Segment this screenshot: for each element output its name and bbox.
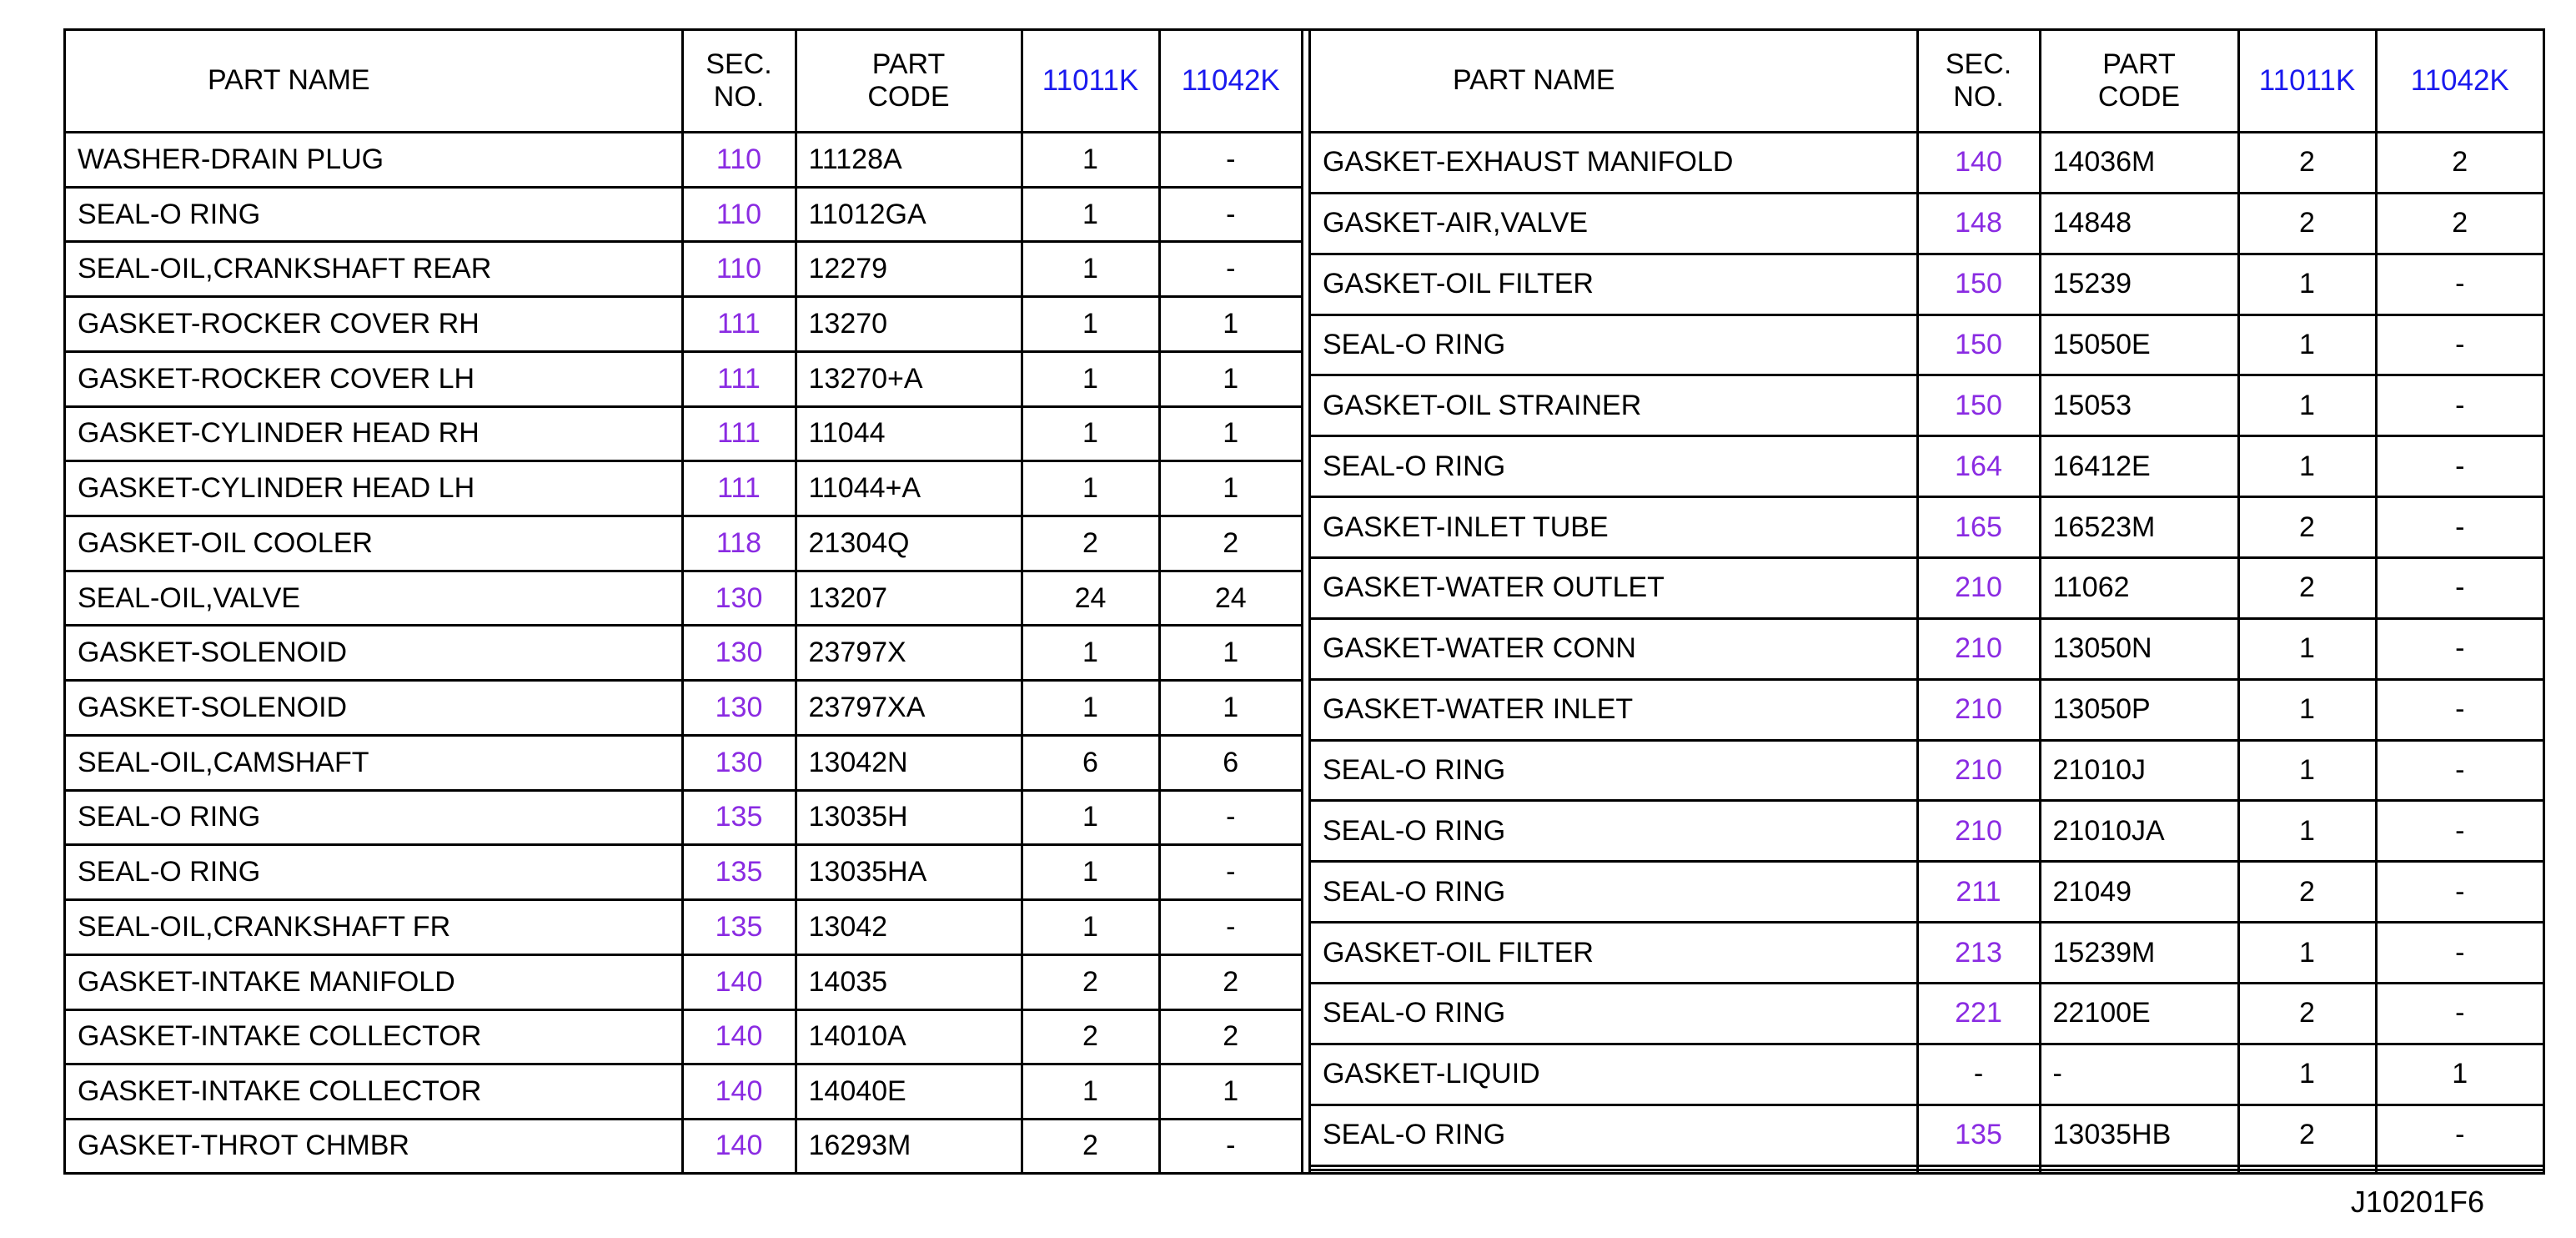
- part-name-cell: [1311, 1170, 1917, 1172]
- table-row: [66, 406, 1301, 461]
- qty-11042k-cell: -: [2376, 984, 2543, 1044]
- table-row: [1311, 133, 2543, 194]
- qty-11011k-cell: 1: [1022, 790, 1159, 845]
- qty-11042k-cell: -: [2376, 558, 2543, 619]
- table-row: [1311, 801, 2543, 862]
- sec-no-cell: 210: [1917, 679, 2040, 740]
- qty-11011k-cell: 2: [2238, 558, 2376, 619]
- part-code-cell: 16412E: [2040, 436, 2238, 497]
- table-row: [66, 790, 1301, 845]
- sec-no-cell: 130: [682, 681, 796, 736]
- header-sec-no: SEC. NO.: [682, 31, 796, 133]
- header-part-code: PART CODE: [796, 31, 1022, 133]
- qty-11011k-cell: 1: [1022, 900, 1159, 955]
- qty-11042k-cell: 1: [1159, 1064, 1301, 1120]
- qty-11011k-cell: 2: [1022, 1119, 1159, 1172]
- sec-no-cell: 140: [682, 1119, 796, 1172]
- table-row: [1311, 923, 2543, 984]
- header-model-11042k: 11042K: [2376, 31, 2543, 133]
- part-code-cell: 15239: [2040, 254, 2238, 315]
- header-model-11011k: 11011K: [1022, 31, 1159, 133]
- qty-11011k-cell: 1: [2238, 1044, 2376, 1105]
- part-name-cell: GASKET-OIL COOLER: [66, 516, 682, 571]
- table-row: [66, 461, 1301, 516]
- qty-11011k-cell: 1: [1022, 242, 1159, 297]
- sec-no-cell: 140: [682, 1064, 796, 1120]
- part-name-cell: SEAL-O RING: [1311, 801, 1917, 862]
- qty-11042k-cell: -: [2376, 1105, 2543, 1165]
- qty-11042k-cell: -: [1159, 133, 1301, 188]
- sec-no-cell: 164: [1917, 436, 2040, 497]
- qty-11042k-cell: 24: [1159, 571, 1301, 626]
- qty-11011k-cell: 1: [2238, 375, 2376, 436]
- part-code-cell: 14040E: [796, 1064, 1022, 1120]
- qty-11042k-cell: 6: [1159, 735, 1301, 790]
- part-name-cell: GASKET-WATER INLET: [1311, 679, 1917, 740]
- part-code-cell: 21010JA: [2040, 801, 2238, 862]
- table-row: [1311, 1170, 2543, 1172]
- sec-no-cell: 110: [682, 242, 796, 297]
- parts-table-left: [66, 31, 1301, 1172]
- part-name-cell: GASKET-OIL FILTER: [1311, 254, 1917, 315]
- qty-11042k-cell: 1: [1159, 297, 1301, 352]
- qty-11042k-cell: -: [2376, 436, 2543, 497]
- qty-11011k-cell: 1: [2238, 679, 2376, 740]
- sec-no-cell: 130: [682, 735, 796, 790]
- qty-11042k-cell: 1: [1159, 351, 1301, 406]
- header-part-name: PART NAME: [66, 31, 682, 133]
- part-code-cell: 15053: [2040, 375, 2238, 436]
- part-name-cell: SEAL-O RING: [1311, 315, 1917, 375]
- sec-no-cell: 111: [682, 461, 796, 516]
- table-row: [1311, 679, 2543, 740]
- table-row: [1311, 375, 2543, 436]
- part-code-cell: 11044+A: [796, 461, 1022, 516]
- qty-11011k-cell: 1: [2238, 254, 2376, 315]
- sec-no-cell: 210: [1917, 558, 2040, 619]
- qty-11042k-cell: 2: [1159, 954, 1301, 1009]
- part-name-cell: GASKET-INTAKE COLLECTOR: [66, 1009, 682, 1064]
- sec-no-cell: 150: [1917, 375, 2040, 436]
- qty-11011k-cell: 24: [1022, 571, 1159, 626]
- part-name-cell: GASKET-AIR,VALVE: [1311, 193, 1917, 254]
- qty-11011k-cell: 1: [2238, 436, 2376, 497]
- table-row: [66, 900, 1301, 955]
- part-code-cell: 13035H: [796, 790, 1022, 845]
- part-code-cell: 11012GA: [796, 187, 1022, 242]
- part-code-cell: 16293M: [796, 1119, 1022, 1172]
- qty-11011k-cell: 1: [2238, 618, 2376, 679]
- sec-no-cell: 148: [1917, 193, 2040, 254]
- table-row: [1311, 436, 2543, 497]
- qty-11042k-cell: -: [2376, 497, 2543, 558]
- qty-11011k-cell: 1: [1022, 406, 1159, 461]
- part-code-cell: 15239M: [2040, 923, 2238, 984]
- qty-11011k-cell: 2: [2238, 193, 2376, 254]
- qty-11042k-cell: 1: [1159, 681, 1301, 736]
- qty-11042k-cell: -: [2376, 375, 2543, 436]
- table-row: [66, 571, 1301, 626]
- header-part-name: PART NAME: [1311, 31, 1917, 133]
- part-code-cell: 14010A: [796, 1009, 1022, 1064]
- part-name-cell: SEAL-O RING: [1311, 1105, 1917, 1165]
- qty-11011k-cell: 2: [1022, 516, 1159, 571]
- part-name-cell: WASHER-DRAIN PLUG: [66, 133, 682, 188]
- table-row: [1311, 862, 2543, 923]
- qty-11011k-cell: 6: [1022, 735, 1159, 790]
- sec-no-cell: 135: [682, 900, 796, 955]
- table-row: [66, 1064, 1301, 1120]
- part-name-cell: GASKET-INLET TUBE: [1311, 497, 1917, 558]
- qty-11042k-cell: -: [2376, 740, 2543, 801]
- qty-11042k-cell: -: [1159, 1119, 1301, 1172]
- qty-11042k-cell: -: [2376, 254, 2543, 315]
- part-name-cell: SEAL-OIL,CRANKSHAFT REAR: [66, 242, 682, 297]
- table-row: [1311, 1105, 2543, 1165]
- qty-11042k-cell: -: [2376, 801, 2543, 862]
- table-row: [66, 1009, 1301, 1064]
- part-code-cell: 21010J: [2040, 740, 2238, 801]
- part-code-cell: 13270: [796, 297, 1022, 352]
- table-row: [66, 516, 1301, 571]
- part-code-cell: 11062: [2040, 558, 2238, 619]
- part-name-cell: GASKET-CYLINDER HEAD LH: [66, 461, 682, 516]
- part-name-cell: GASKET-INTAKE MANIFOLD: [66, 954, 682, 1009]
- qty-11011k-cell: 2: [2238, 133, 2376, 194]
- sec-no-cell: 135: [682, 845, 796, 900]
- part-name-cell: SEAL-OIL,CRANKSHAFT FR: [66, 900, 682, 955]
- qty-11011k-cell: 2: [2238, 497, 2376, 558]
- header-row: [1311, 31, 2543, 133]
- part-code-cell: 22100E: [2040, 984, 2238, 1044]
- part-code-cell: 13035HB: [2040, 1105, 2238, 1165]
- qty-11011k-cell: 1: [2238, 315, 2376, 375]
- sec-no-cell: 165: [1917, 497, 2040, 558]
- qty-11042k-cell: -: [1159, 845, 1301, 900]
- qty-11011k-cell: 2: [1022, 1009, 1159, 1064]
- part-code-cell: 15050E: [2040, 315, 2238, 375]
- table-row: [1311, 315, 2543, 375]
- qty-11042k-cell: -: [2376, 862, 2543, 923]
- header-model-11042k: 11042K: [1159, 31, 1301, 133]
- part-code-cell: 11044: [796, 406, 1022, 461]
- sec-no-cell: 111: [682, 351, 796, 406]
- qty-11011k-cell: 2: [2238, 1105, 2376, 1165]
- sec-no-cell: 110: [682, 187, 796, 242]
- table-row: [66, 187, 1301, 242]
- part-name-cell: GASKET-ROCKER COVER RH: [66, 297, 682, 352]
- part-name-cell: GASKET-SOLENOID: [66, 626, 682, 681]
- header-model-11011k: 11011K: [2238, 31, 2376, 133]
- part-name-cell: GASKET-EXHAUST MANIFOLD: [1311, 133, 1917, 194]
- qty-11011k-cell: 1: [2238, 801, 2376, 862]
- qty-11011k-cell: [2238, 1170, 2376, 1172]
- sec-no-cell: 118: [682, 516, 796, 571]
- sec-no-cell: 135: [1917, 1105, 2040, 1165]
- part-code-cell: 21304Q: [796, 516, 1022, 571]
- parts-table-right: [1311, 31, 2543, 1172]
- part-code-cell: 14036M: [2040, 133, 2238, 194]
- table-row: [1311, 497, 2543, 558]
- qty-11042k-cell: -: [1159, 790, 1301, 845]
- part-code-cell: 12279: [796, 242, 1022, 297]
- part-code-cell: 21049: [2040, 862, 2238, 923]
- sec-no-cell: 210: [1917, 618, 2040, 679]
- part-code-cell: -: [2040, 1044, 2238, 1105]
- table-row: [66, 242, 1301, 297]
- header-sec-no: SEC. NO.: [1917, 31, 2040, 133]
- qty-11042k-cell: [2376, 1170, 2543, 1172]
- part-name-cell: GASKET-THROT CHMBR: [66, 1119, 682, 1172]
- qty-11042k-cell: 1: [1159, 461, 1301, 516]
- table-row: [1311, 1044, 2543, 1105]
- table-row: [1311, 193, 2543, 254]
- qty-11042k-cell: -: [2376, 923, 2543, 984]
- part-name-cell: GASKET-OIL FILTER: [1311, 923, 1917, 984]
- part-code-cell: 13270+A: [796, 351, 1022, 406]
- qty-11042k-cell: 2: [1159, 1009, 1301, 1064]
- header-part-code: PART CODE: [2040, 31, 2238, 133]
- part-name-cell: SEAL-O RING: [66, 187, 682, 242]
- table-row: [66, 626, 1301, 681]
- sec-no-cell: 140: [682, 1009, 796, 1064]
- part-code-cell: 11128A: [796, 133, 1022, 188]
- table-row: [66, 297, 1301, 352]
- part-name-cell: GASKET-INTAKE COLLECTOR: [66, 1064, 682, 1120]
- table-row: [66, 735, 1301, 790]
- part-code-cell: 13042N: [796, 735, 1022, 790]
- qty-11042k-cell: 1: [1159, 626, 1301, 681]
- qty-11042k-cell: -: [1159, 242, 1301, 297]
- qty-11011k-cell: 1: [1022, 187, 1159, 242]
- part-name-cell: GASKET-WATER CONN: [1311, 618, 1917, 679]
- qty-11011k-cell: 2: [2238, 984, 2376, 1044]
- part-name-cell: GASKET-LIQUID: [1311, 1044, 1917, 1105]
- table-divider: [1301, 31, 1311, 1172]
- part-name-cell: GASKET-ROCKER COVER LH: [66, 351, 682, 406]
- part-name-cell: SEAL-O RING: [1311, 984, 1917, 1044]
- qty-11011k-cell: 1: [1022, 1064, 1159, 1120]
- table-row: [66, 133, 1301, 188]
- qty-11042k-cell: -: [2376, 618, 2543, 679]
- qty-11011k-cell: 1: [2238, 740, 2376, 801]
- figure-id: J10201F6: [2350, 1185, 2484, 1219]
- sec-no-cell: 213: [1917, 923, 2040, 984]
- table-row: [1311, 984, 2543, 1044]
- part-code-cell: 23797X: [796, 626, 1022, 681]
- part-code-cell: 16523M: [2040, 497, 2238, 558]
- part-code-cell: 13050N: [2040, 618, 2238, 679]
- qty-11011k-cell: 2: [1022, 954, 1159, 1009]
- qty-11011k-cell: 1: [1022, 297, 1159, 352]
- sec-no-cell: 221: [1917, 984, 2040, 1044]
- qty-11042k-cell: 1: [1159, 406, 1301, 461]
- qty-11011k-cell: 1: [1022, 681, 1159, 736]
- table-row: [1311, 618, 2543, 679]
- part-code-cell: 13207: [796, 571, 1022, 626]
- sec-no-cell: 150: [1917, 254, 2040, 315]
- part-code-cell: 14848: [2040, 193, 2238, 254]
- table-row: [66, 845, 1301, 900]
- part-name-cell: SEAL-OIL,CAMSHAFT: [66, 735, 682, 790]
- part-name-cell: SEAL-O RING: [66, 845, 682, 900]
- qty-11011k-cell: 1: [2238, 923, 2376, 984]
- sec-no-cell: 130: [682, 571, 796, 626]
- sec-no-cell: 211: [1917, 862, 2040, 923]
- part-name-cell: SEAL-O RING: [1311, 862, 1917, 923]
- part-name-cell: GASKET-SOLENOID: [66, 681, 682, 736]
- part-name-cell: SEAL-O RING: [1311, 436, 1917, 497]
- part-code-cell: 13050P: [2040, 679, 2238, 740]
- sec-no-cell: 135: [682, 790, 796, 845]
- part-name-cell: GASKET-CYLINDER HEAD RH: [66, 406, 682, 461]
- part-code-cell: 13042: [796, 900, 1022, 955]
- qty-11042k-cell: -: [2376, 315, 2543, 375]
- qty-11042k-cell: 2: [1159, 516, 1301, 571]
- qty-11042k-cell: 1: [2376, 1044, 2543, 1105]
- qty-11011k-cell: 1: [1022, 626, 1159, 681]
- sec-no-cell: 111: [682, 406, 796, 461]
- qty-11011k-cell: 1: [1022, 845, 1159, 900]
- qty-11042k-cell: 2: [2376, 193, 2543, 254]
- qty-11042k-cell: -: [1159, 900, 1301, 955]
- sec-no-cell: 210: [1917, 801, 2040, 862]
- table-row: [66, 1119, 1301, 1172]
- sec-no-cell: 140: [682, 954, 796, 1009]
- part-code-cell: 23797XA: [796, 681, 1022, 736]
- qty-11011k-cell: 1: [1022, 461, 1159, 516]
- qty-11011k-cell: 1: [1022, 351, 1159, 406]
- sec-no-cell: 110: [682, 133, 796, 188]
- part-name-cell: SEAL-O RING: [66, 790, 682, 845]
- table-row: [1311, 254, 2543, 315]
- qty-11042k-cell: -: [1159, 187, 1301, 242]
- sec-no-cell: 140: [1917, 133, 2040, 194]
- table-row: [1311, 740, 2543, 801]
- part-name-cell: GASKET-WATER OUTLET: [1311, 558, 1917, 619]
- part-name-cell: GASKET-OIL STRAINER: [1311, 375, 1917, 436]
- sec-no-cell: 130: [682, 626, 796, 681]
- sec-no-cell: [1917, 1170, 2040, 1172]
- part-code-cell: [2040, 1170, 2238, 1172]
- header-row: [66, 31, 1301, 133]
- sec-no-cell: 150: [1917, 315, 2040, 375]
- sec-no-cell: 111: [682, 297, 796, 352]
- sec-no-cell: -: [1917, 1044, 2040, 1105]
- table-row: [66, 954, 1301, 1009]
- qty-11042k-cell: 2: [2376, 133, 2543, 194]
- qty-11011k-cell: 1: [1022, 133, 1159, 188]
- table-row: [66, 351, 1301, 406]
- table-row: [66, 681, 1301, 736]
- part-name-cell: SEAL-OIL,VALVE: [66, 571, 682, 626]
- sec-no-cell: 210: [1917, 740, 2040, 801]
- table-row: [1311, 558, 2543, 619]
- qty-11042k-cell: -: [2376, 679, 2543, 740]
- parts-list: [63, 28, 2545, 1175]
- part-code-cell: 14035: [796, 954, 1022, 1009]
- part-name-cell: SEAL-O RING: [1311, 740, 1917, 801]
- qty-11011k-cell: 2: [2238, 862, 2376, 923]
- part-code-cell: 13035HA: [796, 845, 1022, 900]
